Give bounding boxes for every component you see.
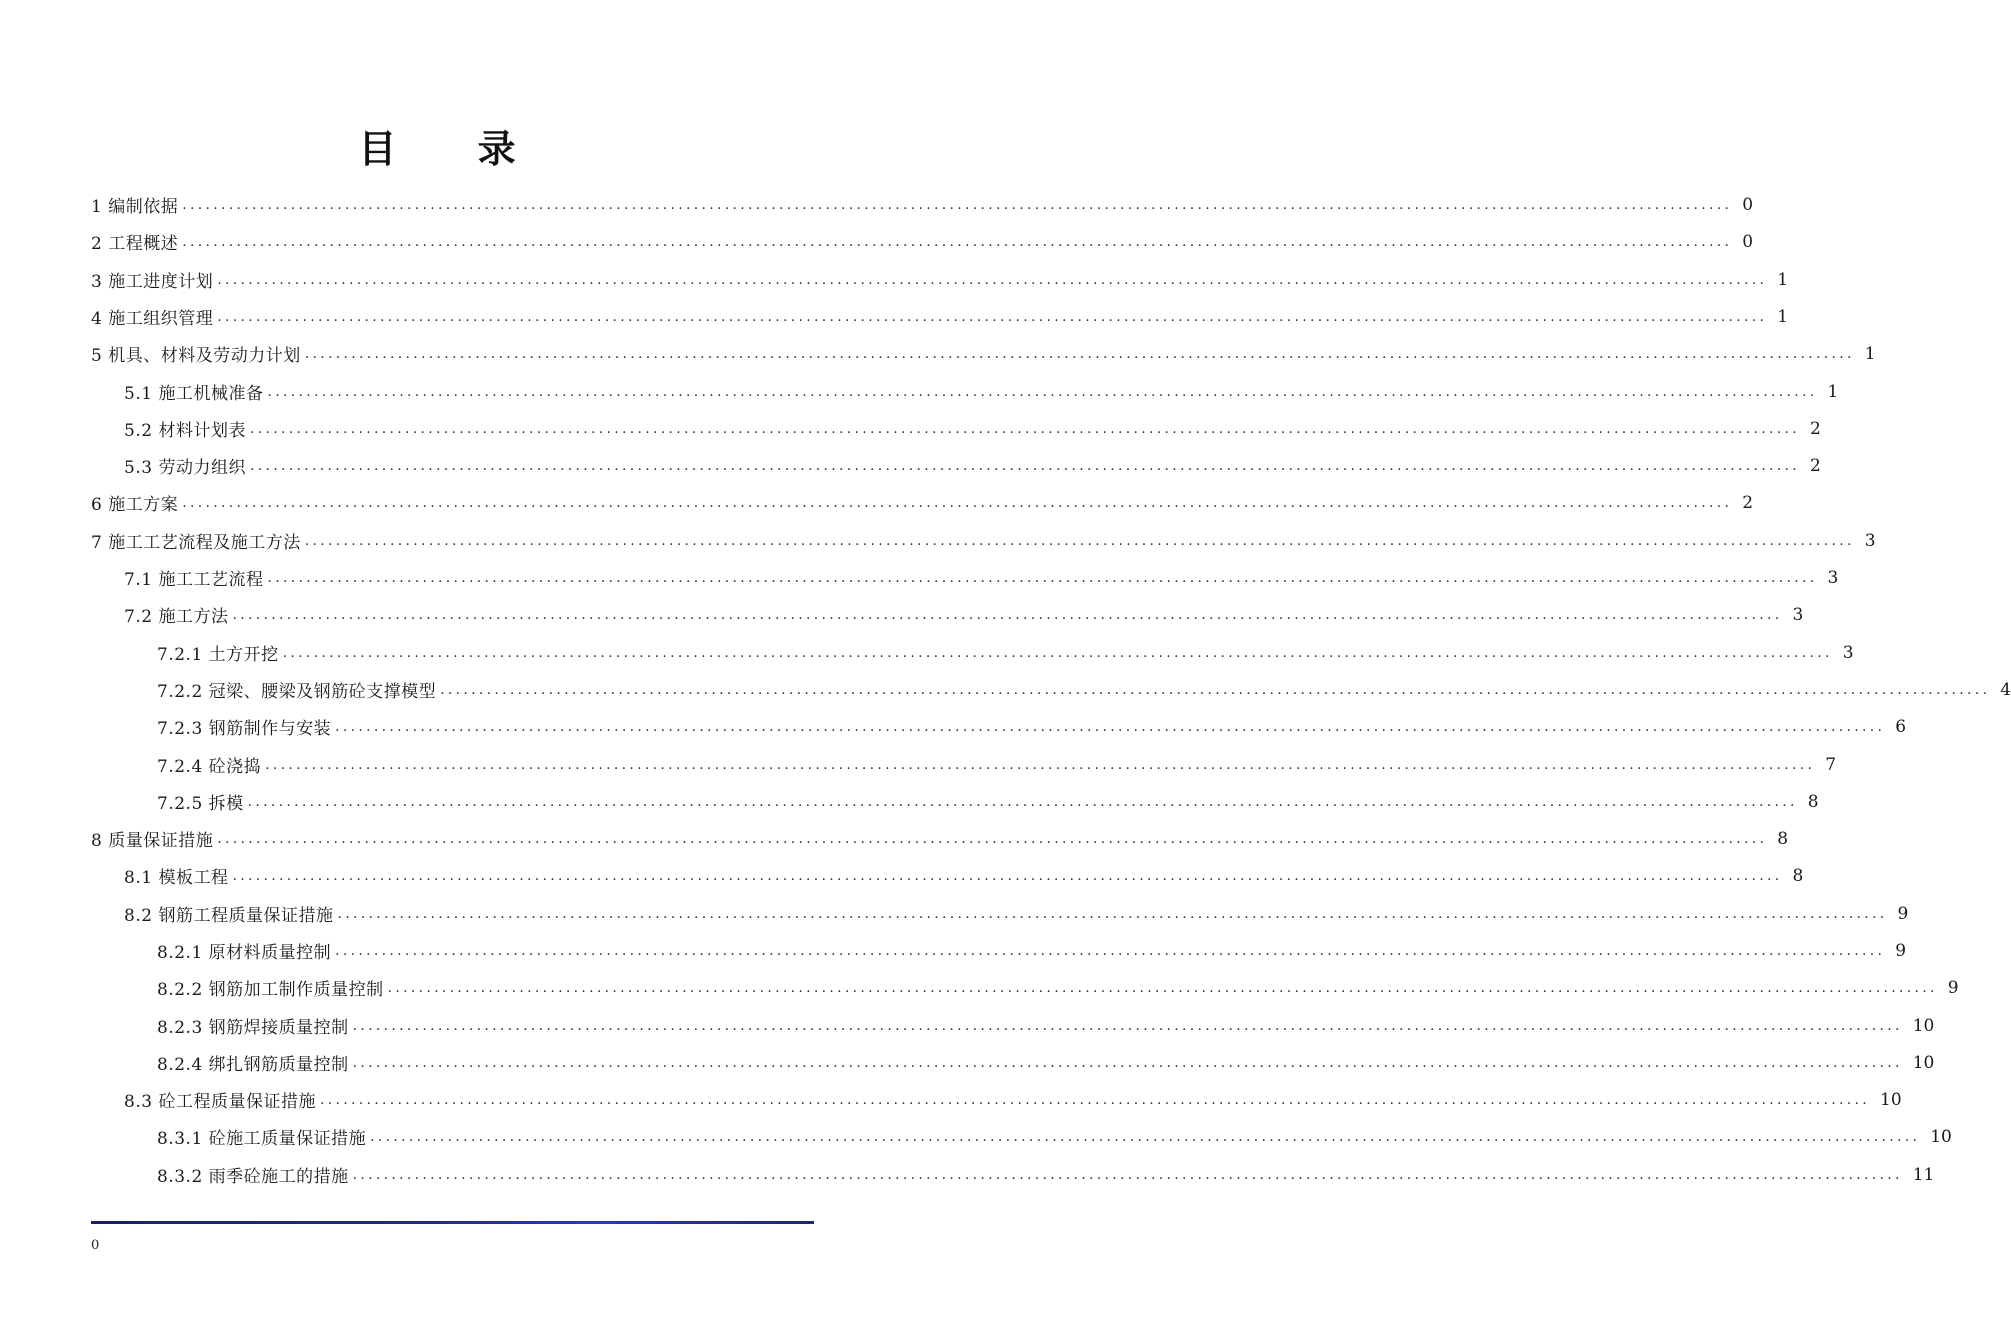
toc-entry-label: 8.3.2 雨季砼施工的措施 <box>157 1167 349 1187</box>
toc-dot-leader: ........................................................................................................................................................................................................ <box>267 569 1818 586</box>
toc-entry[interactable] <box>157 671 2011 708</box>
toc-entry[interactable] <box>124 410 1821 447</box>
toc-entry-page: 2 <box>1742 492 1754 513</box>
toc-entry-page: 0 <box>1742 194 1754 215</box>
toc-entry-label: 3 施工进度计划 <box>91 272 214 292</box>
toc-entry[interactable] <box>91 223 1754 260</box>
toc-entry[interactable] <box>91 261 1789 298</box>
toc-entry[interactable] <box>124 559 1839 596</box>
toc-entry-label: 7.2.1 土方开挖 <box>157 645 279 665</box>
toc-dot-leader: ........................................................................................................................................................................................................ <box>335 718 1886 735</box>
toc-entry[interactable] <box>124 596 1804 633</box>
toc-entry-page: 8 <box>1807 791 1819 812</box>
footer-divider <box>91 1221 814 1224</box>
toc-entry-page: 0 <box>1742 231 1754 252</box>
toc-entry[interactable] <box>91 484 1754 521</box>
toc-dot-leader: ........................................................................................................................................................................................................ <box>387 979 1938 996</box>
toc-dot-leader: ........................................................................................................................................................................................................ <box>352 1166 1903 1183</box>
toc-dot-leader: ........................................................................................................................................................................................................ <box>232 606 1783 623</box>
toc-dot-leader: ........................................................................................................................................................................................................ <box>217 830 1768 847</box>
toc-entry-page: 9 <box>1897 903 1909 924</box>
toc-entry[interactable] <box>157 1118 1952 1155</box>
toc-entry-label: 7 施工工艺流程及施工方法 <box>91 533 301 553</box>
toc-entry[interactable] <box>124 447 1821 484</box>
toc-dot-leader: ........................................................................................................................................................................................................ <box>440 681 1991 698</box>
toc-entry-page: 11 <box>1912 1164 1935 1185</box>
toc-entry-label: 8.3 砼工程质量保证措施 <box>124 1092 316 1112</box>
toc-entry[interactable] <box>157 634 1854 671</box>
toc-dot-leader: ........................................................................................................................................................................................................ <box>217 271 1768 288</box>
toc-entry-page: 2 <box>1810 418 1821 439</box>
toc-entry-label: 7.2.3 钢筋制作与安装 <box>157 719 332 739</box>
toc-dot-leader: ........................................................................................................................................................................................................ <box>217 308 1768 325</box>
toc-entry-page: 10 <box>1912 1015 1935 1036</box>
toc-dot-leader: ........................................................................................................................................................................................................ <box>249 457 1800 474</box>
toc-dot-leader: ........................................................................................................................................................................................................ <box>304 345 1855 362</box>
toc-entry[interactable] <box>91 335 1876 372</box>
toc-entry-page: 4 <box>2000 679 2011 700</box>
footer-page-number: 0 <box>91 1238 100 1253</box>
toc-entry[interactable] <box>91 298 1789 335</box>
toc-dot-leader: ........................................................................................................................................................................................................ <box>182 196 1733 213</box>
toc-entry-page: 1 <box>1827 381 1839 402</box>
toc-dot-leader: ........................................................................................................................................................................................................ <box>182 233 1733 250</box>
toc-entry[interactable] <box>157 1007 1935 1044</box>
toc-dot-leader: ........................................................................................................................................................................................................ <box>265 756 1816 773</box>
toc-entry[interactable] <box>91 186 1754 223</box>
toc-dot-leader: ........................................................................................................................................................................................................ <box>337 905 1888 922</box>
toc-entry-label: 4 施工组织管理 <box>91 309 214 329</box>
toc-entry[interactable] <box>91 522 1876 559</box>
toc-entry-label: 8.2.4 绑扎钢筋质量控制 <box>157 1055 349 1075</box>
toc-entry-label: 7.2.4 砼浇捣 <box>157 757 262 777</box>
toc-entry[interactable] <box>157 1156 1935 1193</box>
toc-entry-page: 9 <box>1895 940 1907 961</box>
toc-dot-leader: ........................................................................................................................................................................................................ <box>352 1054 1903 1071</box>
toc-dot-leader: ........................................................................................................................................................................................................ <box>319 1091 1870 1108</box>
toc-dot-leader: ........................................................................................................................................................................................................ <box>182 494 1733 511</box>
toc-entry-label: 5.3 劳动力组织 <box>124 458 246 478</box>
toc-entry-page: 10 <box>1930 1126 1952 1147</box>
toc-entry-page: 7 <box>1825 754 1837 775</box>
toc-entry-label: 5.2 材料计划表 <box>124 421 246 441</box>
toc-entry-page: 1 <box>1777 306 1789 327</box>
toc-entry-label: 8.3.1 砼施工质量保证措施 <box>157 1129 367 1149</box>
toc-dot-leader: ........................................................................................................................................................................................................ <box>352 1017 1903 1034</box>
toc-entry-page: 10 <box>1912 1052 1935 1073</box>
toc-entry-label: 8.2 钢筋工程质量保证措施 <box>124 906 334 926</box>
toc-entry-page: 3 <box>1864 530 1876 551</box>
toc-dot-leader: ........................................................................................................................................................................................................ <box>335 942 1886 959</box>
toc-dot-leader: ........................................................................................................................................................................................................ <box>232 867 1783 884</box>
toc-entry-page: 6 <box>1895 716 1907 737</box>
toc-entry-label: 8 质量保证措施 <box>91 831 214 851</box>
toc-entry[interactable] <box>124 895 1909 932</box>
toc-entry-label: 8.2.3 钢筋焊接质量控制 <box>157 1018 349 1038</box>
toc-entry[interactable] <box>157 1044 1935 1081</box>
toc-entry[interactable] <box>157 746 1837 783</box>
toc-dot-leader: ........................................................................................................................................................................................................ <box>370 1128 1921 1145</box>
toc-entry-label: 8.2.2 钢筋加工制作质量控制 <box>157 980 384 1000</box>
toc-dot-leader: ........................................................................................................................................................................................................ <box>304 532 1855 549</box>
toc-entry-label: 5.1 施工机械准备 <box>124 384 264 404</box>
toc-entry[interactable] <box>124 1081 1902 1118</box>
toc-dot-leader: ........................................................................................................................................................................................................ <box>249 420 1800 437</box>
toc-dot-leader: ........................................................................................................................................................................................................ <box>282 644 1833 661</box>
toc-entry[interactable] <box>157 932 1907 969</box>
toc-dot-leader: ........................................................................................................................................................................................................ <box>267 383 1818 400</box>
toc-entry[interactable] <box>157 783 1819 820</box>
toc-entry[interactable] <box>157 708 1907 745</box>
toc-entry-page: 8 <box>1777 828 1789 849</box>
toc-entry-page: 3 <box>1842 642 1854 663</box>
toc-entry-page: 3 <box>1792 604 1804 625</box>
toc-entry-label: 7.1 施工工艺流程 <box>124 570 264 590</box>
toc-entry-page: 10 <box>1880 1089 1902 1110</box>
toc-entry-label: 7.2.5 拆模 <box>157 794 244 814</box>
toc-entry-label: 6 施工方案 <box>91 495 179 515</box>
toc-entry-page: 2 <box>1810 455 1821 476</box>
toc-entry-page: 9 <box>1947 977 1959 998</box>
page-title: 目 录 <box>358 127 550 171</box>
toc-entry-page: 3 <box>1827 567 1839 588</box>
toc-entry-label: 1 编制依据 <box>91 197 179 217</box>
toc-entry[interactable] <box>124 373 1839 410</box>
toc-entry-label: 7.2.2 冠梁、腰梁及钢筋砼支撑模型 <box>157 682 437 702</box>
toc-entry-page: 1 <box>1864 343 1876 364</box>
toc-entry-page: 8 <box>1792 865 1804 886</box>
toc-entry-label: 5 机具、材料及劳动力计划 <box>91 346 301 366</box>
toc-entry-label: 2 工程概述 <box>91 234 179 254</box>
toc-entry-page: 1 <box>1777 269 1789 290</box>
toc-entry[interactable] <box>91 820 1789 857</box>
toc-entry-label: 7.2 施工方法 <box>124 607 229 627</box>
toc-entry-label: 8.1 模板工程 <box>124 868 229 888</box>
toc-entry[interactable] <box>124 857 1804 894</box>
toc-dot-leader: ........................................................................................................................................................................................................ <box>247 793 1798 810</box>
toc-entry[interactable] <box>157 969 1959 1006</box>
toc-entry-label: 8.2.1 原材料质量控制 <box>157 943 332 963</box>
